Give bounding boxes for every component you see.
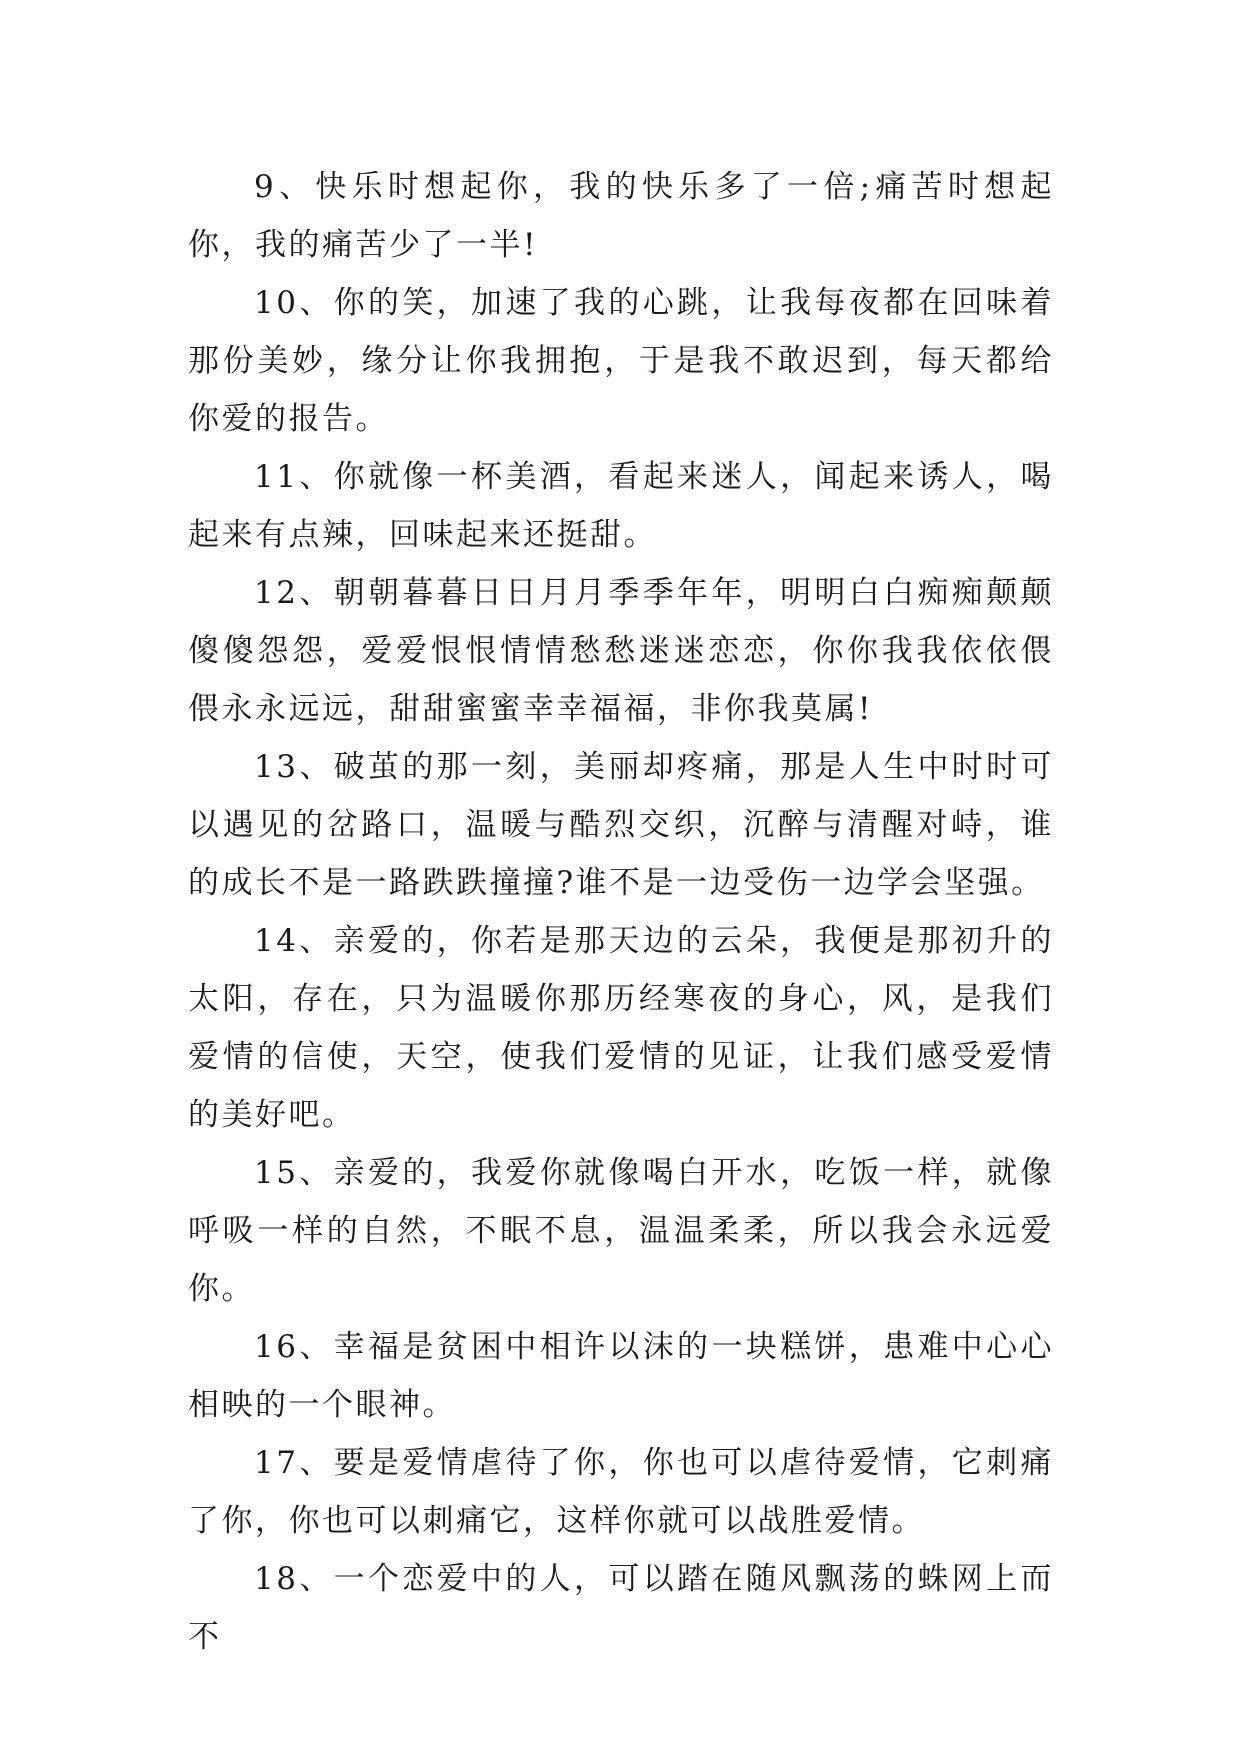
paragraph-10: 10、你的笑，加速了我的心跳，让我每夜都在回味着那份美妙，缘分让你我拥抱，于是我不敢迟到，每天都给你爱的报告。 (188, 285, 1054, 437)
paragraph-17: 17、要是爱情虐待了你，你也可以虐待爱情，它刺痛了你，你也可以刺痛它，这样你就可以战胜爱情。 (188, 1445, 1054, 1539)
paragraph-13: 13、破茧的那一刻，美丽却疼痛，那是人生中时时可以遇见的岔路口，温暖与酷烈交织，沉醉与清醒对峙，谁的成长不是一路跌跌撞撞?谁不是一边受伤一边学会坚强。 (188, 749, 1054, 901)
paragraph-18: 18、一个恋爱中的人，可以踏在随风飘荡的蛛网上而不 (188, 1561, 1054, 1655)
paragraph-11: 11、你就像一杯美酒，看起来迷人，闻起来诱人，喝起来有点辣，回味起来还挺甜。 (188, 459, 1054, 553)
paragraph-9: 9、快乐时想起你，我的快乐多了一倍;痛苦时想起你，我的痛苦少了一半! (188, 169, 1054, 263)
document-body (188, 158, 1054, 1666)
paragraph-12: 12、朝朝暮暮日日月月季季年年，明明白白痴痴颠颠傻傻怨怨，爱爱恨恨情情愁愁迷迷恋恋，你你我我依依偎偎永永远远，甜甜蜜蜜幸幸福福，非你我莫属! (188, 575, 1054, 727)
paragraph-15: 15、亲爱的，我爱你就像喝白开水，吃饭一样，就像呼吸一样的自然，不眠不息，温温柔柔，所以我会永远爱你。 (188, 1155, 1054, 1307)
paragraph-16: 16、幸福是贫困中相许以沫的一块糕饼，患难中心心相映的一个眼神。 (188, 1329, 1054, 1423)
paragraph-14: 14、亲爱的，你若是那天边的云朵，我便是那初升的太阳，存在，只为温暖你那历经寒夜的身心，风，是我们爱情的信使，天空，使我们爱情的见证，让我们感受爱情的美好吧。 (188, 923, 1054, 1133)
